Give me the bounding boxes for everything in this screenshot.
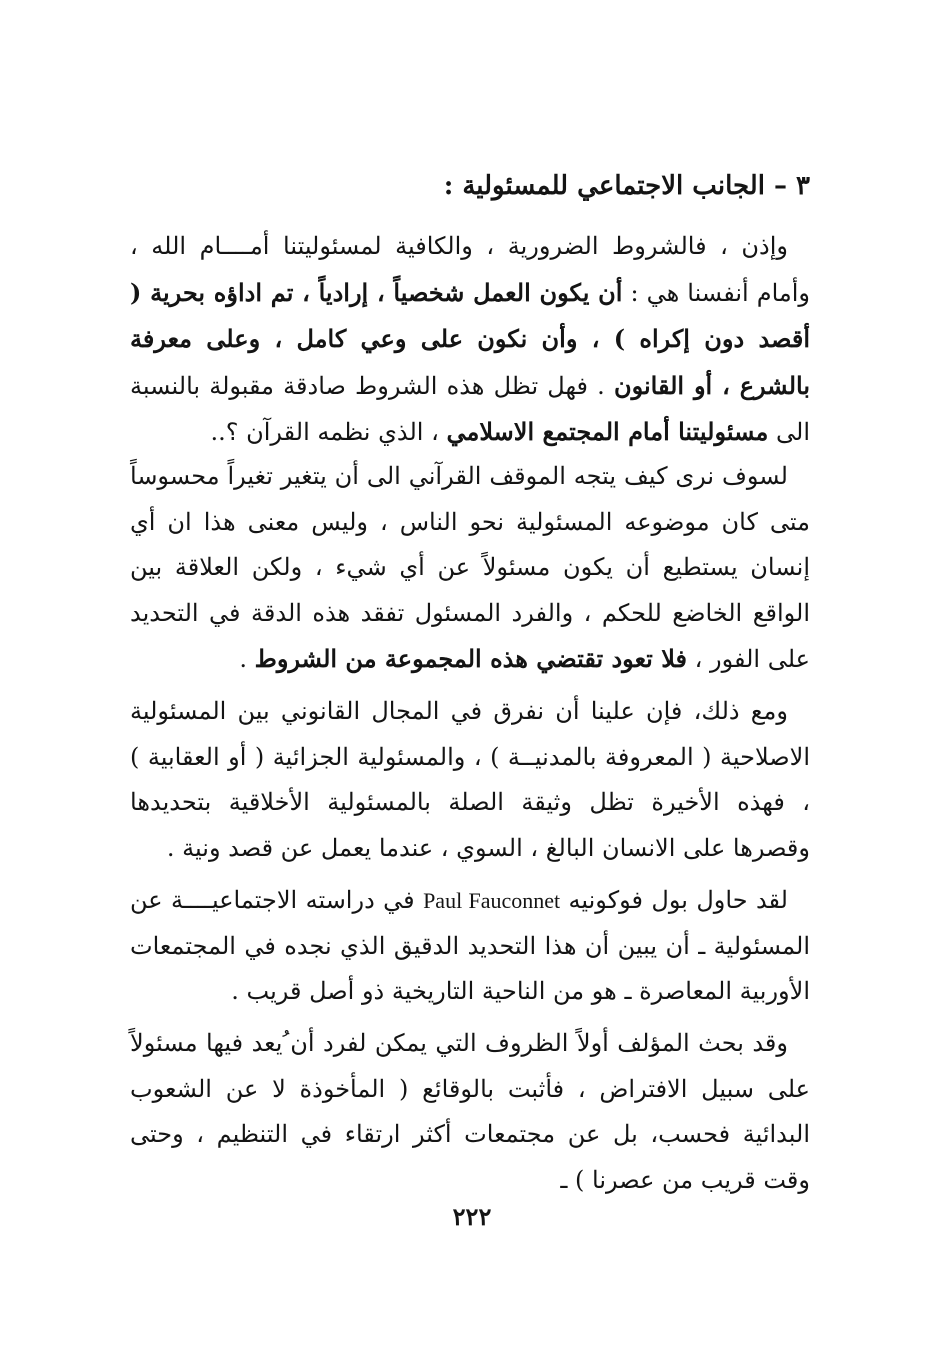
paragraph-author-research: وقد بحث المؤلف أولاً الظروف التي يمكن لفرد أن ُيعد فيها مسئولاً على سبيل الافتراض ، فأثبت بالوقائع ( المأخوذة لا عن الشعوب البدائية فحسب، بل عن مجتمعات أكثر ارتقاء في التنظيم ، وحتى وقت قريب من عصرنا ) ـ bbox=[130, 1029, 810, 1194]
paragraph-text: في دراسته الاجتماعيــــة عن المسئولية ـ أن يبين أن هذا التحديد الدقيق الذي نجده في المجتمعات الأوربية المعاصرة ـ هو من الناحية التاريخية ذو أصل قريب . bbox=[130, 886, 810, 1005]
paragraph-text: . bbox=[239, 645, 255, 673]
paragraph-text: لقد حاول بول فوكونيه bbox=[560, 886, 788, 914]
author-name-latin: Paul Fauconnet bbox=[423, 888, 561, 913]
paragraph-text: . فهل تظل هذه الشروط صادقة مقبولة بالنسبة الى bbox=[130, 371, 810, 446]
emphasis-text: فلا تعود تقتضي هذه المجموعة من الشروط bbox=[254, 644, 687, 673]
paragraph-text: ، الذي نظمه القرآن ؟.. bbox=[210, 418, 447, 446]
paragraph-conditions bbox=[130, 224, 810, 456]
emphasis-text: أن يكون العمل شخصياً ، إرادياً ، تم اداؤه بحرية ( أقصد دون إكراه ) ، وأن نكون على وعي كامل ، وعلى معرفة بالشرع ، أو القانون bbox=[130, 277, 811, 400]
paragraph-text: لسوف نرى كيف يتجه الموقف القرآني الى أن يتغير تغيراً محسوساً متى كان موضوعه المسئولية نحو الناس ، وليس معنى هذا ان أي إنسان يستطيع أن يكون مسئولاً عن أي شيء ، ولكن العلاقة بين الواقع الخاضع للحكم ، والفرد المسئول تفقد هذه الدقة في التحديد على الفور ، bbox=[130, 462, 810, 673]
page-body bbox=[130, 160, 810, 1240]
emphasis-text: مسئوليتنا أمام المجتمع الاسلامي bbox=[446, 417, 769, 446]
section-heading: ٣ – الجانب الاجتماعي للمسئولية : bbox=[443, 171, 810, 201]
paragraph-legal-distinction: ومع ذلك، فإن علينا أن نفرق في المجال القانوني بين المسئولية الاصلاحية ( المعروفة بالمدنيــة ) ، والمسئولية الجزائية ( أو العقابية ) ، فهذه الأخيرة تظل وثيقة الصلة بالمسئولية الأخلاقية بتحديدها وقصرها على الانسان البالغ ، السوي ، عندما يعمل عن قصد ونية . bbox=[130, 697, 810, 862]
paragraph-fauconnet bbox=[130, 878, 810, 1015]
paragraph-text: وإذن ، فالشروط الضرورية ، والكافية لمسئوليتنا أمــــام الله ، وأمام أنفسنا هي : bbox=[130, 232, 810, 307]
paragraph-quranic-position bbox=[130, 454, 810, 683]
page-number: ٢٢٢ bbox=[452, 1202, 492, 1231]
